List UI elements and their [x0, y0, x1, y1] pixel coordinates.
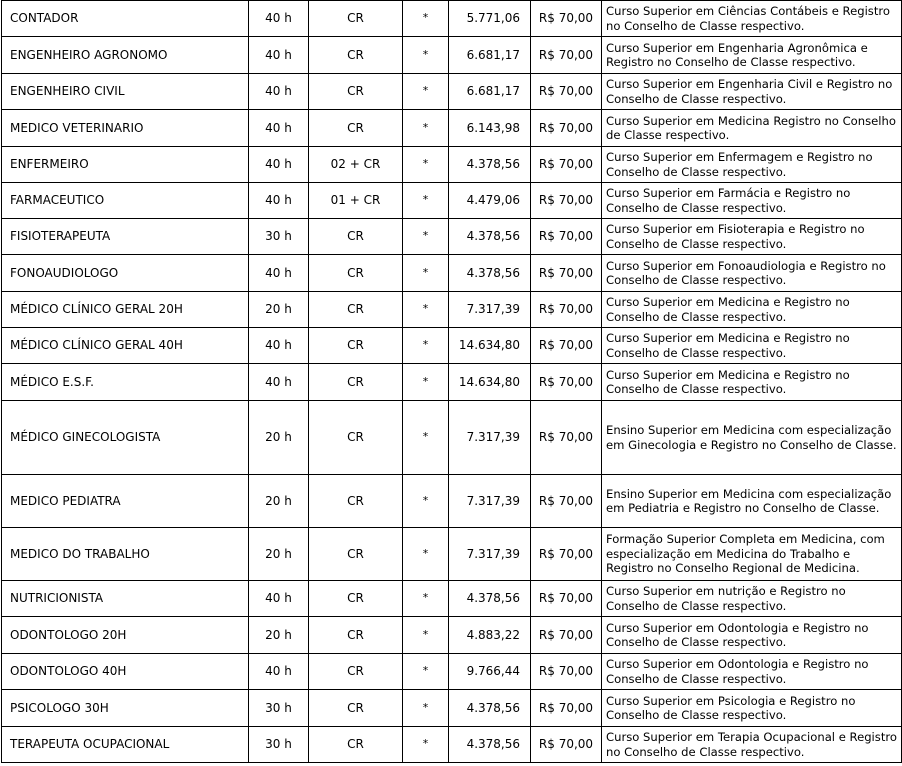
taxa-inscricao-cell: R$ 70,00 — [531, 364, 602, 401]
table-row — [2, 255, 902, 292]
requisitos-text: Curso Superior em Fisioterapia e Registro no Conselho de Classe respectivo. — [606, 222, 865, 251]
cargos-table — [1, 0, 902, 763]
asterisk-cell: * — [403, 364, 449, 401]
requisitos-text: em Pediatria e Registro no Conselho de Classe. — [606, 501, 880, 515]
taxa-inscricao-cell: R$ 70,00 — [531, 581, 602, 617]
requisitos-cell — [602, 328, 902, 364]
requisitos-text: Curso Superior em Medicina e Registro no Conselho de Classe respectivo. — [606, 331, 850, 360]
taxa-inscricao-cell: R$ 70,00 — [531, 183, 602, 219]
carga-horaria-cell: 30 h — [249, 219, 309, 255]
vagas-cell: CR — [309, 654, 403, 690]
table-row — [2, 37, 902, 74]
vagas-cell: CR — [309, 617, 403, 654]
table-row — [2, 401, 902, 475]
asterisk-cell: * — [403, 147, 449, 183]
asterisk-cell: * — [403, 617, 449, 654]
taxa-inscricao-cell: R$ 70,00 — [531, 74, 602, 110]
vagas-cell: CR — [309, 74, 403, 110]
cargo-cell: MEDICO PEDIATRA — [2, 475, 249, 528]
vencimento-cell: 4.883,22 — [449, 617, 531, 654]
table-row — [2, 183, 902, 219]
table-row — [2, 219, 902, 255]
taxa-inscricao-cell: R$ 70,00 — [531, 617, 602, 654]
cargo-cell: PSICOLOGO 30H — [2, 690, 249, 727]
cargo-cell: MEDICO DO TRABALHO — [2, 528, 249, 581]
vencimento-cell: 7.317,39 — [449, 528, 531, 581]
carga-horaria-cell: 30 h — [249, 727, 309, 763]
cargo-cell: MÉDICO CLÍNICO GERAL 40H — [2, 328, 249, 364]
vencimento-cell: 14.634,80 — [449, 328, 531, 364]
asterisk-cell: * — [403, 727, 449, 763]
asterisk-cell: * — [403, 255, 449, 292]
vagas-cell: 02 + CR — [309, 147, 403, 183]
table-row — [2, 581, 902, 617]
asterisk-cell: * — [403, 690, 449, 727]
vencimento-cell: 4.479,06 — [449, 183, 531, 219]
carga-horaria-cell: 20 h — [249, 292, 309, 328]
taxa-inscricao-cell: R$ 70,00 — [531, 690, 602, 727]
carga-horaria-cell: 40 h — [249, 110, 309, 147]
carga-horaria-cell: 40 h — [249, 255, 309, 292]
taxa-inscricao-cell: R$ 70,00 — [531, 528, 602, 581]
cargo-cell: MÉDICO E.S.F. — [2, 364, 249, 401]
vencimento-cell: 9.766,44 — [449, 654, 531, 690]
vagas-cell: CR — [309, 1, 403, 37]
requisitos-cell — [602, 364, 902, 401]
cargo-cell: MÉDICO CLÍNICO GERAL 20H — [2, 292, 249, 328]
carga-horaria-cell: 30 h — [249, 690, 309, 727]
taxa-inscricao-cell: R$ 70,00 — [531, 475, 602, 528]
carga-horaria-cell: 40 h — [249, 328, 309, 364]
asterisk-cell: * — [403, 401, 449, 475]
requisitos-cell — [602, 147, 902, 183]
cargo-cell: MEDICO VETERINARIO — [2, 110, 249, 147]
requisitos-text: Formação Superior Completa em Medicina, com especialização em Medicina do Trabalho e Registro no Conselho Regional de Medicina. — [606, 532, 885, 576]
carga-horaria-cell: 40 h — [249, 364, 309, 401]
carga-horaria-cell: 40 h — [249, 1, 309, 37]
table-row — [2, 328, 902, 364]
carga-horaria-cell: 20 h — [249, 528, 309, 581]
vagas-cell: CR — [309, 475, 403, 528]
table-row — [2, 528, 902, 581]
vencimento-cell: 6.681,17 — [449, 74, 531, 110]
table-row — [2, 74, 902, 110]
vagas-cell: CR — [309, 690, 403, 727]
requisitos-text: Curso Superior em Odontologia e Registro no Conselho de Classe respectivo. — [606, 657, 869, 686]
requisitos-text: Curso Superior em nutrição e Registro no Conselho de Classe respectivo. — [606, 584, 846, 613]
taxa-inscricao-cell: R$ 70,00 — [531, 1, 602, 37]
requisitos-cell — [602, 110, 902, 147]
table-row — [2, 617, 902, 654]
vagas-cell: CR — [309, 110, 403, 147]
requisitos-text: em Ginecologia e Registro no Conselho de Classe. — [606, 437, 897, 452]
vencimento-cell: 4.378,56 — [449, 255, 531, 292]
vencimento-cell: 4.378,56 — [449, 690, 531, 727]
table-row — [2, 364, 902, 401]
requisitos-text: Curso Superior em Medicina Registro no Conselho de Classe respectivo. — [606, 113, 896, 142]
requisitos-text: Curso Superior em Fonoaudiologia e Registro no Conselho de Classe respectivo. — [606, 258, 886, 287]
vagas-cell: CR — [309, 581, 403, 617]
vagas-cell: 01 + CR — [309, 183, 403, 219]
vencimento-cell: 7.317,39 — [449, 292, 531, 328]
vencimento-cell: 6.143,98 — [449, 110, 531, 147]
vagas-cell: CR — [309, 37, 403, 74]
carga-horaria-cell: 20 h — [249, 617, 309, 654]
requisitos-text: Curso Superior em Engenharia Agronômica e Registro no Conselho de Classe respectivo. — [606, 40, 868, 69]
vagas-cell: CR — [309, 401, 403, 475]
asterisk-cell: * — [403, 1, 449, 37]
carga-horaria-cell: 40 h — [249, 37, 309, 74]
carga-horaria-cell: 40 h — [249, 147, 309, 183]
requisitos-cell — [602, 401, 902, 475]
asterisk-cell: * — [403, 74, 449, 110]
cargo-cell: ENGENHEIRO CIVIL — [2, 74, 249, 110]
vagas-cell: CR — [309, 328, 403, 364]
cargo-cell: MÉDICO GINECOLOGISTA — [2, 401, 249, 475]
taxa-inscricao-cell: R$ 70,00 — [531, 401, 602, 475]
carga-horaria-cell: 20 h — [249, 475, 309, 528]
carga-horaria-cell: 40 h — [249, 654, 309, 690]
requisitos-cell — [602, 654, 902, 690]
cargo-cell: NUTRICIONISTA — [2, 581, 249, 617]
requisitos-cell — [602, 1, 902, 37]
carga-horaria-cell: 40 h — [249, 581, 309, 617]
taxa-inscricao-cell: R$ 70,00 — [531, 255, 602, 292]
table-row — [2, 1, 902, 37]
carga-horaria-cell: 20 h — [249, 401, 309, 475]
requisitos-cell — [602, 183, 902, 219]
vagas-cell: CR — [309, 219, 403, 255]
vagas-cell: CR — [309, 292, 403, 328]
requisitos-text: Curso Superior em Ciências Contábeis e Registro no Conselho de Classe respectivo. — [606, 4, 890, 33]
requisitos-cell — [602, 219, 902, 255]
requisitos-text: Curso Superior em Odontologia e Registro no Conselho de Classe respectivo. — [606, 620, 869, 649]
vencimento-cell: 6.681,17 — [449, 37, 531, 74]
requisitos-text: Curso Superior em Terapia Ocupacional e Registro no Conselho de Classe respectivo. — [606, 730, 897, 759]
taxa-inscricao-cell: R$ 70,00 — [531, 219, 602, 255]
requisitos-cell — [602, 475, 902, 528]
cargo-cell: ODONTOLOGO 20H — [2, 617, 249, 654]
cargo-cell: FONOAUDIOLOGO — [2, 255, 249, 292]
carga-horaria-cell: 40 h — [249, 183, 309, 219]
cargo-cell: ENGENHEIRO AGRONOMO — [2, 37, 249, 74]
vencimento-cell: 4.378,56 — [449, 219, 531, 255]
vagas-cell: CR — [309, 364, 403, 401]
requisitos-text: Ensino Superior em Medicina com especialização — [606, 486, 892, 501]
cargo-cell: CONTADOR — [2, 1, 249, 37]
vencimento-cell: 5.771,06 — [449, 1, 531, 37]
table-row — [2, 110, 902, 147]
vencimento-cell: 4.378,56 — [449, 727, 531, 763]
requisitos-text: Ensino Superior em Medicina com especialização — [606, 423, 892, 437]
cargo-cell: FARMACEUTICO — [2, 183, 249, 219]
requisitos-cell — [602, 528, 902, 581]
requisitos-cell — [602, 292, 902, 328]
requisitos-cell — [602, 581, 902, 617]
vencimento-cell: 14.634,80 — [449, 364, 531, 401]
requisitos-text: Curso Superior em Medicina e Registro no Conselho de Classe respectivo. — [606, 367, 850, 396]
requisitos-text: Curso Superior em Psicologia e Registro no Conselho de Classe respectivo. — [606, 693, 856, 722]
requisitos-text: Curso Superior em Farmácia e Registro no Conselho de Classe respectivo. — [606, 186, 851, 215]
table-row — [2, 292, 902, 328]
asterisk-cell: * — [403, 219, 449, 255]
vagas-cell: CR — [309, 255, 403, 292]
asterisk-cell: * — [403, 183, 449, 219]
vencimento-cell: 7.317,39 — [449, 401, 531, 475]
vencimento-cell: 7.317,39 — [449, 475, 531, 528]
taxa-inscricao-cell: R$ 70,00 — [531, 37, 602, 74]
vencimento-cell: 4.378,56 — [449, 147, 531, 183]
asterisk-cell: * — [403, 475, 449, 528]
taxa-inscricao-cell: R$ 70,00 — [531, 328, 602, 364]
cargo-cell: ODONTOLOGO 40H — [2, 654, 249, 690]
requisitos-text: Curso Superior em Medicina e Registro no Conselho de Classe respectivo. — [606, 295, 850, 324]
requisitos-cell — [602, 617, 902, 654]
vencimento-cell: 4.378,56 — [449, 581, 531, 617]
cargo-cell: FISIOTERAPEUTA — [2, 219, 249, 255]
table-row — [2, 475, 902, 528]
requisitos-cell — [602, 727, 902, 763]
requisitos-cell — [602, 74, 902, 110]
taxa-inscricao-cell: R$ 70,00 — [531, 727, 602, 763]
taxa-inscricao-cell: R$ 70,00 — [531, 147, 602, 183]
requisitos-text: Curso Superior em Enfermagem e Registro no Conselho de Classe respectivo. — [606, 150, 873, 179]
table-row — [2, 690, 902, 727]
requisitos-cell — [602, 255, 902, 292]
carga-horaria-cell: 40 h — [249, 74, 309, 110]
table-row — [2, 727, 902, 763]
table-body — [2, 1, 902, 763]
cargo-cell: TERAPEUTA OCUPACIONAL — [2, 727, 249, 763]
asterisk-cell: * — [403, 110, 449, 147]
cargo-cell: ENFERMEIRO — [2, 147, 249, 183]
taxa-inscricao-cell: R$ 70,00 — [531, 654, 602, 690]
requisitos-text: Curso Superior em Engenharia Civil e Registro no Conselho de Classe respectivo. — [606, 77, 893, 106]
table-row — [2, 654, 902, 690]
requisitos-cell — [602, 690, 902, 727]
taxa-inscricao-cell: R$ 70,00 — [531, 110, 602, 147]
asterisk-cell: * — [403, 328, 449, 364]
asterisk-cell: * — [403, 292, 449, 328]
table-row — [2, 147, 902, 183]
requisitos-cell — [602, 37, 902, 74]
taxa-inscricao-cell: R$ 70,00 — [531, 292, 602, 328]
asterisk-cell: * — [403, 528, 449, 581]
asterisk-cell: * — [403, 654, 449, 690]
asterisk-cell: * — [403, 37, 449, 74]
vagas-cell: CR — [309, 727, 403, 763]
vagas-cell: CR — [309, 528, 403, 581]
asterisk-cell: * — [403, 581, 449, 617]
